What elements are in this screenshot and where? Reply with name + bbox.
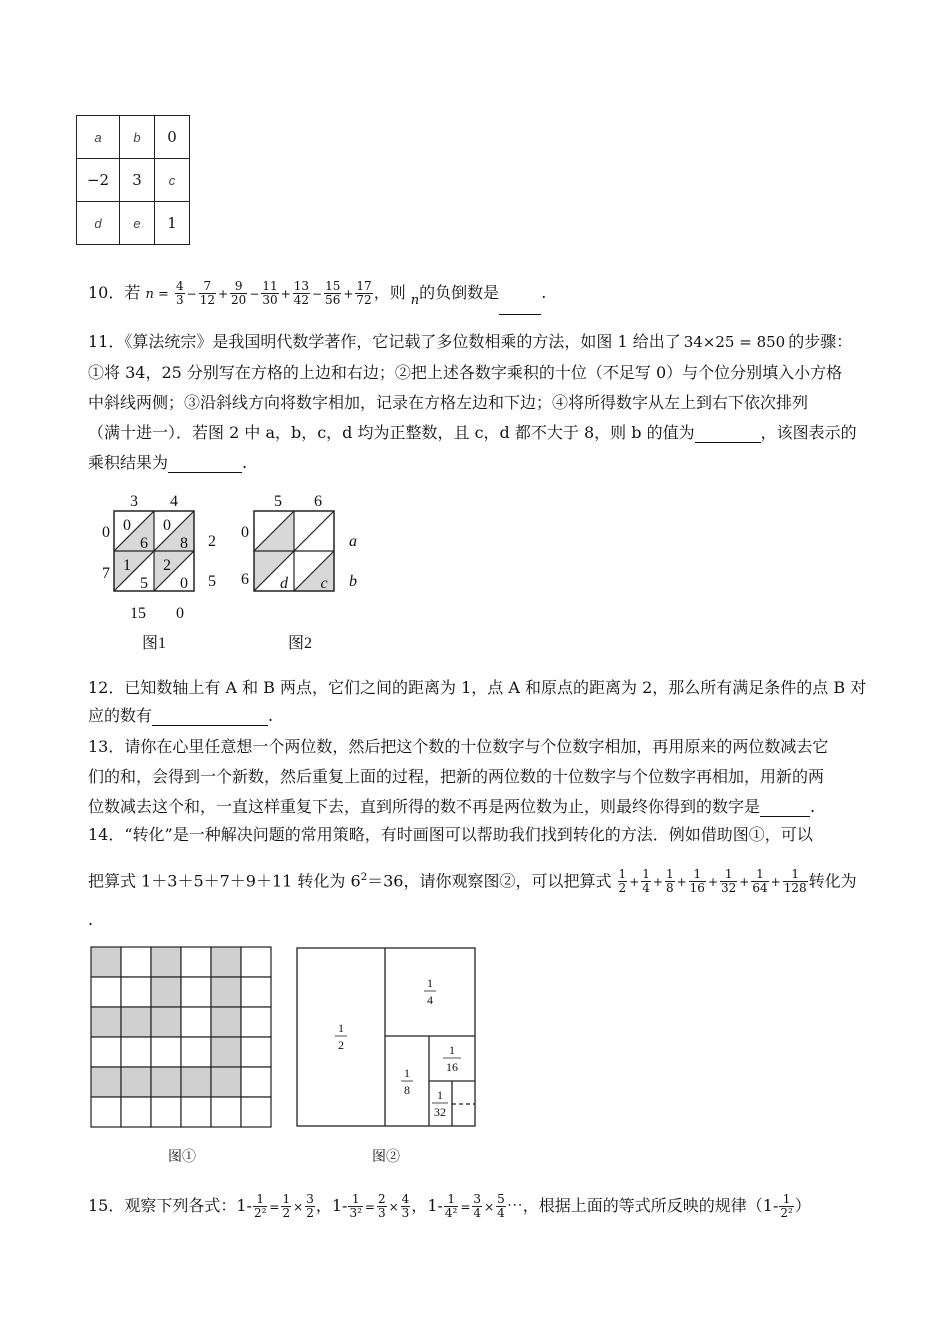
fig2-cell-letter: c xyxy=(320,575,328,592)
number-grid xyxy=(76,115,190,245)
square-label: 1 xyxy=(404,1066,410,1080)
fraction: $\frac{3}{2}$ xyxy=(306,1192,314,1220)
square-label: 4 xyxy=(427,993,433,1007)
grid-square xyxy=(151,1037,181,1067)
grid-square xyxy=(151,1097,181,1127)
fraction: $\frac{1}{16}$ xyxy=(689,867,705,896)
fig1-left-digit: 7 xyxy=(102,565,110,582)
fig1-top-digit: 3 xyxy=(130,493,138,510)
fraction: $\frac{7}{12}$ xyxy=(199,279,215,307)
question-14-line-3: . xyxy=(88,910,94,929)
fig2-right-letter: b xyxy=(349,573,357,590)
grid-square xyxy=(211,1097,241,1127)
fig1-cell-digit: 6 xyxy=(140,535,148,552)
fraction: $\frac{11}{30}$ xyxy=(262,279,278,307)
fig1-cell-digit: 5 xyxy=(140,575,148,592)
text: . xyxy=(268,706,274,725)
grid-square xyxy=(211,1007,241,1037)
grid-square xyxy=(121,1097,151,1127)
fraction: $\frac{1}{4}$ xyxy=(642,867,650,896)
fraction: $\frac{1}{2}$ xyxy=(618,867,627,896)
question-15: 15．观察下列各式：1- $\frac{1}{\text{2²}}$ = $\frac{1}{2}$ × $\frac{3}{2}$ ，1- $\frac{1}{\text{3²}}$ = $\frac{2}{3}$ × $\frac{4}{3}$ ，1- $\frac{1}{\text{4²}}$ = $\frac{3}{4}$ × $\frac{5}{4}$ ⋯，根据上面的等式所反映的规律（1- $\frac{1}{\text{2²}}$ ） xyxy=(88,1192,811,1220)
fraction: $\frac{4}{3}$ xyxy=(401,1192,410,1220)
question-12-line-1: 12．已知数轴上有 A 和 B 两点，它们之间的距离为 1，点 A 和原点的距离为 2，那么所有满足条件的点 B 对 xyxy=(88,678,867,697)
grid-square xyxy=(211,947,241,977)
operator: − xyxy=(312,286,323,301)
question-12-line-2 xyxy=(88,706,273,726)
square-label: 1 xyxy=(437,1088,443,1102)
fig1-top-digit: 4 xyxy=(170,493,178,510)
fig1-cell-digit: 1 xyxy=(123,557,131,574)
text: 的步骤： xyxy=(788,332,853,351)
fraction: $\frac{1}{64}$ xyxy=(752,867,768,896)
grid-square xyxy=(151,1067,181,1097)
text: 若 xyxy=(124,283,141,302)
text: 应的数有 xyxy=(88,706,153,725)
fig2-left-digit: 6 xyxy=(241,571,249,588)
grid-square xyxy=(181,947,211,977)
operator: + xyxy=(343,286,354,301)
grid-cell: 3 xyxy=(120,159,155,202)
fig1-bottom-digit: 15 xyxy=(130,605,146,622)
question-10 xyxy=(88,273,546,315)
text: ，根据上面的等式所反映的规律（1- xyxy=(522,1196,779,1215)
question-14-line-1: 14．“转化”是一种解决问题的常用策略，有时画图可以帮助我们找到转化的方法．例如借助图①，可以 xyxy=(88,825,813,844)
grid-cell: b xyxy=(120,116,155,159)
fraction: $\frac{2}{3}$ xyxy=(377,1192,386,1220)
fraction: $\frac{15}{56}$ xyxy=(325,279,341,307)
text: ，该图表示的 xyxy=(760,423,857,442)
square-label: 1 xyxy=(449,1043,455,1057)
answer-blank[interactable] xyxy=(499,298,541,315)
fraction: $\frac{17}{72}$ xyxy=(356,279,372,307)
grid-cell: a xyxy=(77,116,120,159)
text: 位数减去这个和，一直这样重复下去，直到所得的数不再是两位数为止，则最终你得到的数字是 xyxy=(88,797,761,816)
text: 11．《算法统宗》是我国明代数学著作，它记载了多位数相乘的方法，如图 1 给出了 xyxy=(88,332,681,351)
fraction: $\frac{9}{20}$ xyxy=(231,279,247,307)
square-label: 8 xyxy=(404,1083,410,1097)
fraction: $\frac{5}{4}$ xyxy=(497,1192,505,1220)
question-13-line-2: 们的和，会得到一个新数，然后重复上面的过程，把新的两位数的十位数字与个位数字再相加，用新的两 xyxy=(88,767,825,786)
figure-2-squares xyxy=(295,946,479,1130)
fig1-left-digit: 0 xyxy=(102,524,110,541)
question-11-line-2: ①将 34，25 分别写在方格的上边和右边；②把上述各数字乘积的十位（不足写 0）与个位分别填入小方格 xyxy=(88,363,843,382)
square-label: 32 xyxy=(434,1105,446,1119)
question-11-line-3: 中斜线两侧；③沿斜线方向将数字相加，记录在方格左边和下边；④将所得数字从左上到右下依次排列 xyxy=(88,393,809,412)
grid-square xyxy=(181,977,211,1007)
fig1-bottom-digit: 0 xyxy=(176,605,184,622)
grid-cell: c xyxy=(155,159,190,202)
fig2-right-letter: a xyxy=(349,533,357,550)
text: 转化为 xyxy=(808,871,857,891)
grid-square xyxy=(241,1067,271,1097)
grid-square xyxy=(121,1067,151,1097)
grid-square xyxy=(241,1097,271,1127)
grid-cell: d xyxy=(77,202,120,245)
operator: − xyxy=(186,286,197,301)
variable-n: n = xyxy=(145,287,169,302)
grid-square xyxy=(181,1007,211,1037)
fig1-cell-digit: 0 xyxy=(163,517,171,534)
grid-square xyxy=(181,1037,211,1067)
fraction: $\frac{1}{2}$ xyxy=(282,1192,291,1220)
text: 1- xyxy=(236,1196,252,1215)
grid-square xyxy=(181,1067,211,1097)
formula: 34×25 = 850 xyxy=(683,333,786,351)
grid-square xyxy=(241,1037,271,1067)
grid-square xyxy=(121,977,151,1007)
answer-blank[interactable] xyxy=(760,800,810,817)
fraction: $\frac{1}{\text{2²}}$ xyxy=(253,1192,267,1220)
fraction: $\frac{1}{\text{2²}}$ xyxy=(780,1192,793,1220)
grid-square xyxy=(151,947,181,977)
text: ＝36，请你观察图②，可以把算式 xyxy=(367,871,612,891)
operator: + xyxy=(217,286,229,301)
grid-cell: 1 xyxy=(155,202,190,245)
operator: − xyxy=(249,286,260,301)
fig1-cell-digit: 8 xyxy=(180,535,188,552)
text: . xyxy=(242,453,248,472)
fig1-cell-digit: 0 xyxy=(123,517,131,534)
grid-square xyxy=(121,947,151,977)
grid-square xyxy=(241,1007,271,1037)
question-11-line-1 xyxy=(88,332,852,352)
text: 1- xyxy=(331,1196,348,1215)
lattice-figures xyxy=(90,488,370,656)
fraction: $\frac{13}{42}$ xyxy=(293,279,309,307)
grid-square xyxy=(241,977,271,1007)
figure-2-caption: 图② xyxy=(372,1149,400,1165)
square-label: 16 xyxy=(446,1060,458,1074)
text: . xyxy=(541,283,547,302)
fraction: $\frac{1}{\text{4²}}$ xyxy=(444,1192,458,1220)
text: 15．观察下列各式： xyxy=(88,1196,237,1215)
text: 乘积结果为 xyxy=(88,453,169,472)
exponent: 2 xyxy=(360,872,368,883)
fraction: $\frac{1}{\text{3²}}$ xyxy=(349,1192,362,1220)
fig1-right-digit: 5 xyxy=(208,573,216,590)
figure-1-grid xyxy=(90,946,272,1128)
grid-cell: −2 xyxy=(77,159,120,202)
grid-square xyxy=(211,1037,241,1067)
answer-blank[interactable] xyxy=(152,709,268,726)
grid-square xyxy=(91,1007,121,1037)
grid-cell: 0 xyxy=(155,116,190,159)
grid-square xyxy=(91,977,121,1007)
fraction: $\frac{1}{32}$ xyxy=(721,867,737,896)
grid-square xyxy=(91,1037,121,1067)
figure-1-caption: 图① xyxy=(168,1149,196,1165)
fig2-left-digit: 0 xyxy=(241,524,249,541)
text: 的负倒数是 xyxy=(419,283,500,302)
grid-square xyxy=(151,977,181,1007)
square-label: 1 xyxy=(338,1021,344,1035)
grid-square xyxy=(121,1037,151,1067)
fig1-cell-digit: 0 xyxy=(180,575,188,592)
fig2-top-digit: 6 xyxy=(314,493,322,510)
question-14-line-2: 把算式 1＋3＋5＋7＋9＋11 转化为 $6^2=36$，请你观察图②，可以把算式 $\frac{1}{2}$ + $\frac{1}{4}$ + $\frac{1}{8}$ + $\frac{1}{16}$ + $\frac{1}{32}$ + $\frac{1}{64}$ + $\frac{1}{128}$ 转化为 xyxy=(88,867,857,896)
question-11-line-4 xyxy=(88,423,857,443)
grid-square xyxy=(91,1067,121,1097)
grid-square xyxy=(241,947,271,977)
fraction: $\frac{1}{128}$ xyxy=(783,867,807,896)
text: ，则 xyxy=(373,283,406,302)
text: （满十进一）．若图 2 中 a，b，c，d 均为正整数，且 c，d 都不大于 8，则 b 的值为 xyxy=(88,423,695,442)
text: 1- xyxy=(427,1196,443,1215)
grid-square xyxy=(91,947,121,977)
fig1-right-digit: 2 xyxy=(208,533,216,550)
fraction: $\frac{3}{4}$ xyxy=(473,1192,482,1220)
fig1-caption: 图1 xyxy=(141,635,167,652)
text: 把算式 1＋3＋5＋7＋9＋11 转化为 6 xyxy=(88,871,361,891)
fig2-cell-letter: d xyxy=(280,575,288,592)
grid-square xyxy=(211,1067,241,1097)
grid-square xyxy=(181,1097,211,1127)
variable-n: n xyxy=(410,293,420,308)
fraction: $\frac{4}{3}$ xyxy=(175,279,184,307)
question-13-line-1: 13．请你在心里任意想一个两位数，然后把这个数的十位数字与个位数字相加，再用原来的两位数减去它 xyxy=(88,737,829,756)
grid-square xyxy=(151,1007,181,1037)
fig2-top-digit: 5 xyxy=(274,493,282,510)
fig1-cell-digit: 2 xyxy=(163,557,171,574)
grid-cell: e xyxy=(120,202,155,245)
grid-square xyxy=(211,977,241,1007)
answer-blank[interactable] xyxy=(695,426,761,443)
fraction: $\frac{1}{8}$ xyxy=(665,867,674,896)
grid-square xyxy=(121,1007,151,1037)
question-number: 10． xyxy=(88,283,125,302)
question-13-line-3 xyxy=(88,797,815,817)
square-label: 1 xyxy=(427,976,433,990)
fig2-caption: 图2 xyxy=(287,635,313,652)
grid-square xyxy=(91,1097,121,1127)
square-label: 2 xyxy=(338,1038,344,1052)
operator: + xyxy=(280,286,291,301)
text: . xyxy=(810,797,816,816)
question-11-line-5 xyxy=(88,453,247,473)
answer-blank[interactable] xyxy=(168,456,242,473)
